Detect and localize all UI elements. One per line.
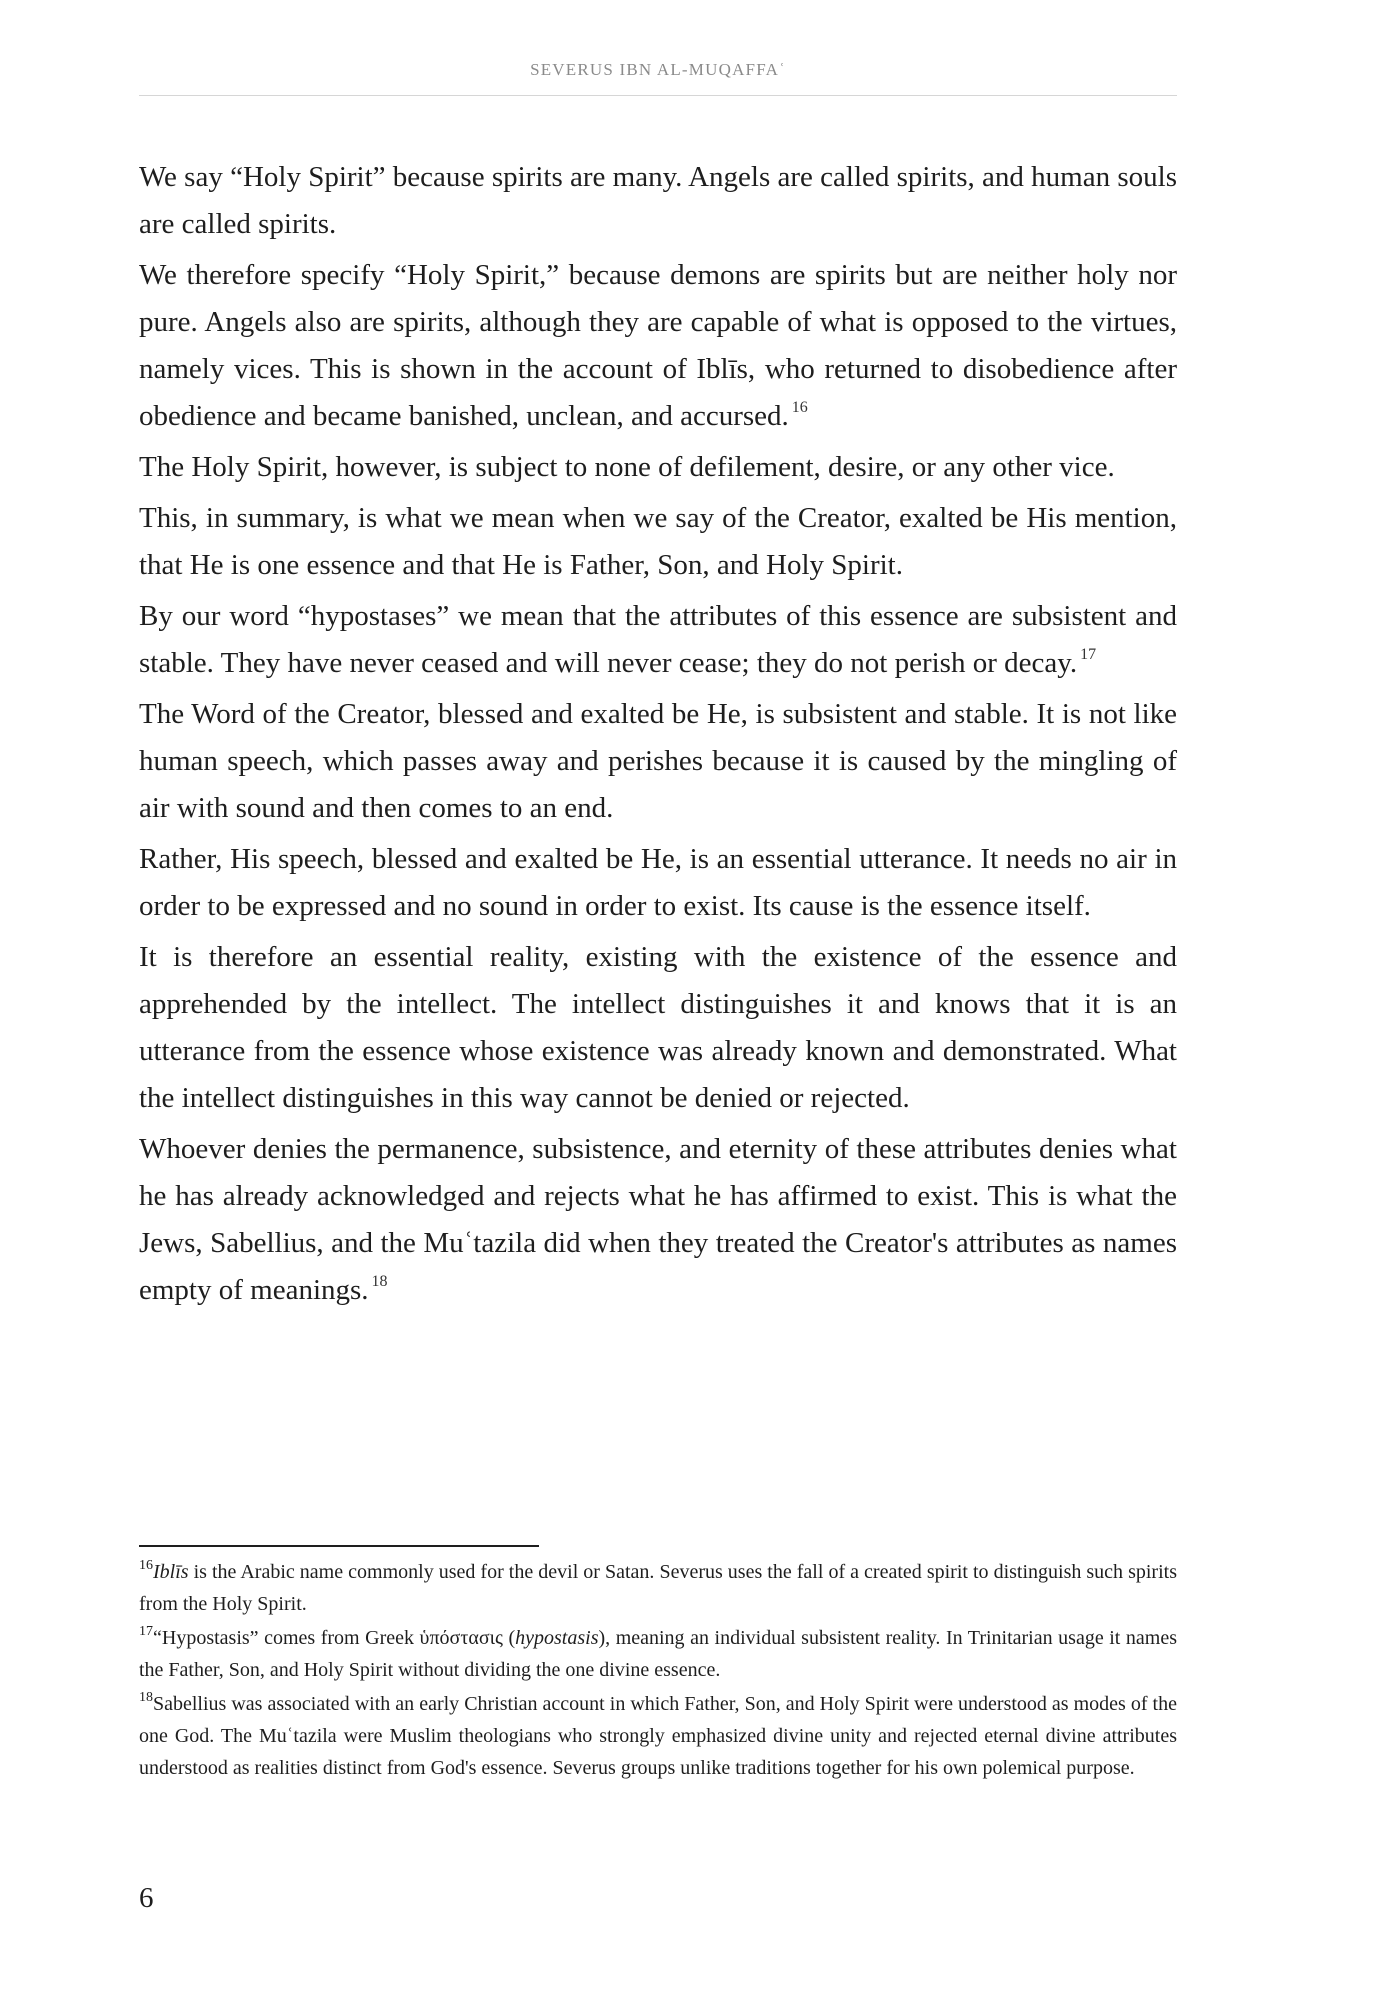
paragraph bbox=[139, 934, 1177, 1122]
paragraph bbox=[139, 691, 1177, 832]
running-header: SEVERUS IBN AL-MUQAFFAʿ bbox=[530, 60, 786, 79]
paragraph bbox=[139, 836, 1177, 930]
main-text bbox=[139, 154, 1177, 1318]
paragraph-text: Whoever denies the permanence, subsistence, and eternity of these attributes denies what he has already acknowledged and rejects what he has affirmed to exist. This is what the Jews, Sabellius, and the Muʿtazila did when they treated the Creator's attributes as names empty of meanings. bbox=[139, 1133, 1177, 1306]
paragraph-text: The Holy Spirit, however, is subject to none of defilement, desire, or any other vice. bbox=[139, 451, 1115, 483]
header-rule bbox=[139, 95, 1177, 96]
paragraph bbox=[139, 495, 1177, 589]
footnote-term: Iblīs bbox=[153, 1561, 189, 1583]
paragraph bbox=[139, 154, 1177, 248]
footnote-ref-18[interactable]: 18 bbox=[371, 1273, 388, 1290]
footnote-term: hypostasis bbox=[515, 1627, 599, 1649]
paragraph-text: The Word of the Creator, blessed and exalted be He, is subsistent and stable. It is not like human speech, which passes away and perishes because it is caused by the mingling of air with sound and then comes to an end. bbox=[139, 698, 1177, 824]
paragraph bbox=[139, 593, 1177, 687]
paragraph-text: Rather, His speech, blessed and exalted be He, is an essential utterance. It needs no air in order to be expressed and no sound in order to exist. Its cause is the essence itself. bbox=[139, 843, 1177, 922]
footnote-text: Sabellius was associated with an early Christian account in which Father, Son, and Holy Spirit were understood as modes of the one God. The Muʿtazila were Muslim theologians who strongly emphasized divine unity and rejected eternal divine attributes understood as realities distinct from God's essence. Severus groups unlike traditions together for his own polemical purpose. bbox=[139, 1693, 1177, 1779]
footnote-text: “Hypostasis” comes from Greek ὑπόστασις ( bbox=[153, 1627, 516, 1649]
footnote-16 bbox=[139, 1556, 1177, 1620]
footnotes bbox=[139, 1556, 1177, 1786]
page-number: 6 bbox=[139, 1882, 154, 1914]
footnote-rule bbox=[139, 1545, 539, 1547]
footnote-17 bbox=[139, 1622, 1177, 1686]
paragraph-text: By our word “hypostases” we mean that the attributes of this essence are subsistent and stable. They have never ceased and will never cease; they do not perish or decay. bbox=[139, 600, 1177, 679]
footnote-number: 16 bbox=[139, 1558, 153, 1573]
footnote-text: is the Arabic name commonly used for the devil or Satan. Severus uses the fall of a created spirit to distinguish such spirits from the Holy Spirit. bbox=[139, 1561, 1177, 1615]
footnote-number: 18 bbox=[139, 1690, 153, 1705]
paragraph bbox=[139, 252, 1177, 440]
footnote-ref-16[interactable]: 16 bbox=[791, 399, 808, 416]
footnote-text: ), meaning an individual subsistent reality. In Trinitarian usage it names the Father, Son, and Holy Spirit without dividing the one divine essence. bbox=[139, 1627, 1177, 1681]
paragraph-text: We say “Holy Spirit” because spirits are many. Angels are called spirits, and human souls are called spirits. bbox=[139, 161, 1177, 240]
footnote-number: 17 bbox=[139, 1624, 153, 1639]
paragraph bbox=[139, 1126, 1177, 1314]
paragraph-text: It is therefore an essential reality, existing with the existence of the essence and apprehended by the intellect. The intellect distinguishes it and knows that it is an utterance from the essence whose existence was already known and demonstrated. What the intellect distinguishes in this way cannot be denied or rejected. bbox=[139, 941, 1177, 1114]
paragraph-text: We therefore specify “Holy Spirit,” because demons are spirits but are neither holy nor pure. Angels also are spirits, although they are capable of what is opposed to the virtues, namely vices. This is shown in the account of Iblīs, who returned to disobedience after obedience and became banished, unclean, and accursed. bbox=[139, 259, 1177, 432]
footnote-18 bbox=[139, 1688, 1177, 1784]
paragraph-text: This, in summary, is what we mean when we say of the Creator, exalted be His mention, that He is one essence and that He is Father, Son, and Holy Spirit. bbox=[139, 502, 1177, 581]
paragraph bbox=[139, 444, 1177, 491]
footnote-ref-17[interactable]: 17 bbox=[1080, 646, 1097, 663]
